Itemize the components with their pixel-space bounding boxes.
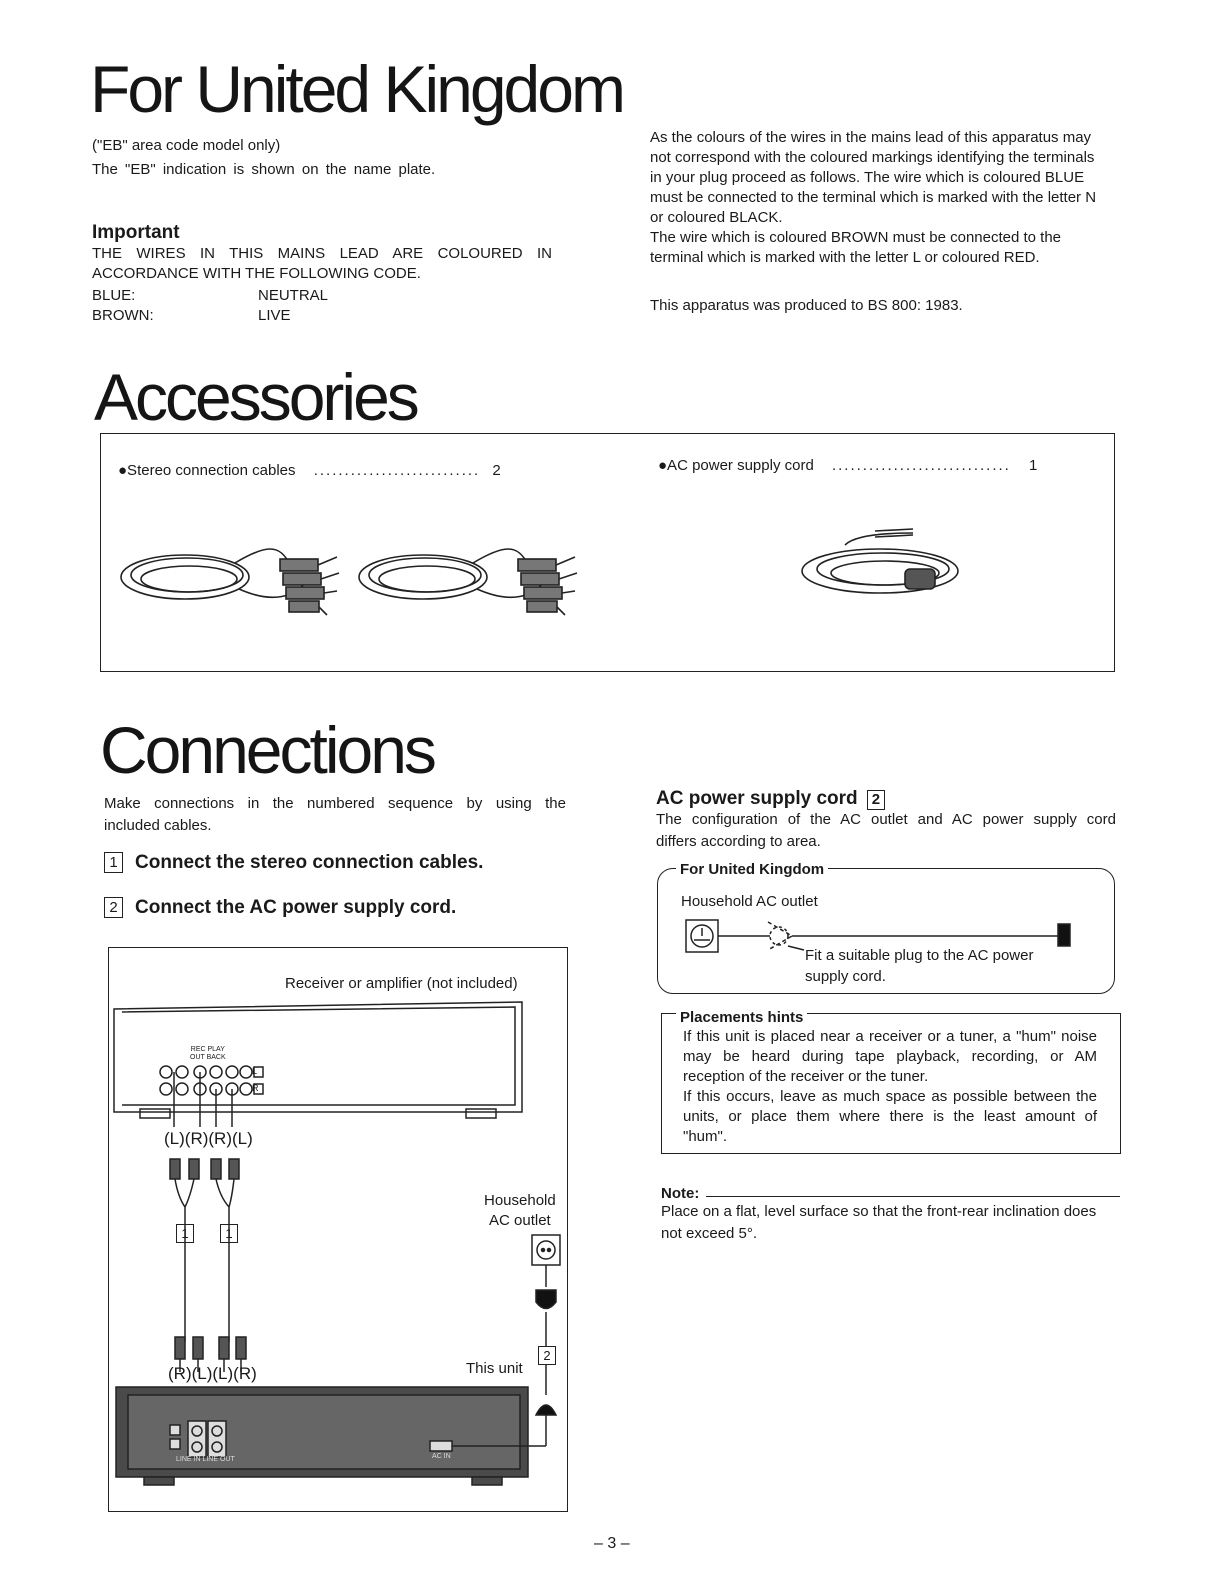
step-number-box: 2 <box>104 897 123 918</box>
step-number-box: 1 <box>104 852 123 873</box>
wire-instructions-line: The wire which is coloured BROWN must be connected to the <box>650 229 1062 246</box>
connections-intro-line-2: included cables. <box>104 817 212 834</box>
wire-instructions-line: or coloured BLACK. <box>650 209 783 226</box>
top-channel-labels: (L)(R)(R)(L) <box>164 1129 253 1148</box>
rec-play-label <box>190 1046 226 1062</box>
eb-note: ("EB" area code model only) <box>92 137 281 154</box>
important-heading: Important <box>92 222 180 243</box>
plugs-bottom <box>175 1337 246 1359</box>
placement-hint-line: If this unit is placed near a receiver or a tuner, a "hum" noise <box>683 1028 1097 1045</box>
eb-shown: The "EB" indication is shown on the name plate. <box>92 161 436 178</box>
accessory-qty: 1 <box>1029 457 1038 474</box>
code-blue-meaning: NEUTRAL <box>258 287 329 304</box>
placement-hint-line: units, or place them where there is the least amount of <box>683 1108 1097 1125</box>
wire-instructions-line: terminal which is marked with the letter L or coloured RED. <box>650 249 1040 266</box>
ac-in-label: AC IN <box>432 1453 451 1460</box>
note-line-1: Place on a flat, level surface so that the front-rear inclination does <box>661 1203 1097 1220</box>
wall-outlet-icon <box>532 1235 560 1265</box>
placement-hint-line: reception of the receiver or the tuner. <box>683 1068 929 1085</box>
household-line: Household <box>484 1192 556 1209</box>
placement-hint-line: If this occurs, leave as much space as possible between the <box>683 1088 1097 1105</box>
note-rule <box>706 1196 1120 1197</box>
receiver-label: Receiver or amplifier (not included) <box>285 975 518 992</box>
note-line-2: not exceed 5°. <box>661 1225 758 1242</box>
wire-instructions-line: in your plug proceed as follows. The wire which is coloured BLUE <box>650 169 1085 186</box>
accessory-ac-cord <box>658 456 1037 476</box>
receiver-channel-r: R <box>252 1083 259 1093</box>
this-unit-label: This unit <box>466 1360 523 1377</box>
connections-title: Connections <box>100 713 434 787</box>
step-text: Connect the AC power supply cord. <box>135 897 457 918</box>
step-2 <box>104 897 456 919</box>
cord-connector-icon <box>1058 924 1070 946</box>
ac-cord-icon <box>795 525 975 605</box>
wire-instructions-line: not correspond with the coloured markings identifying the terminals <box>650 149 1095 166</box>
cable-number-box: 1 <box>220 1224 238 1243</box>
step-text: Connect the stereo connection cables. <box>135 852 484 873</box>
uk-outlet-icon <box>686 920 718 952</box>
wire-instructions-line: As the colours of the wires in the mains lead of this apparatus may <box>650 129 1092 146</box>
accessory-dots: ............................. <box>831 457 1011 474</box>
accessory-dots: ........................... <box>313 462 481 479</box>
connections-intro-line-1: Make connections in the numbered sequence by using the <box>104 795 566 812</box>
ac-cord-line-1: The configuration of the AC outlet and AC power supply cord <box>656 811 1116 828</box>
uk-box-title: For United Kingdom <box>676 861 828 878</box>
wire-instructions-line: must be connected to the terminal which is marked with the letter N <box>650 189 1097 206</box>
cable-number-box: 1 <box>176 1224 194 1243</box>
wire-instructions <box>650 128 1110 268</box>
accessory-name: ●AC power supply cord <box>658 457 814 474</box>
code-brown-meaning: LIVE <box>258 307 291 324</box>
page-number: – 3 – <box>594 1535 630 1552</box>
household-outlet-label <box>484 1191 556 1231</box>
placement-hints-text <box>683 1027 1097 1147</box>
wires-line-1: THE WIRES IN THIS MAINS LEAD ARE COLOURED IN <box>92 245 552 262</box>
uk-box-fit-line-1: Fit a suitable plug to the AC power <box>805 947 1034 964</box>
ac-cord-heading <box>656 788 885 810</box>
cord-number-box: 2 <box>538 1346 556 1365</box>
uk-title: For United Kingdom <box>90 52 623 126</box>
bottom-channel-labels: (R)(L)(L)(R) <box>168 1364 257 1383</box>
household-line: AC outlet <box>489 1212 551 1229</box>
rec-play-text: REC PLAY <box>190 1046 225 1053</box>
out-back-text: OUT BACK <box>190 1054 226 1061</box>
accessory-qty: 2 <box>492 462 501 479</box>
pointer-arrow <box>788 946 804 950</box>
accessories-title: Accessories <box>94 360 417 434</box>
ac-cord-line-2: differs according to area. <box>656 833 821 850</box>
cable-coil-icon <box>121 549 339 615</box>
receiver-unit <box>114 1002 522 1118</box>
wires-line-2: ACCORDANCE WITH THE FOLLOWING CODE. <box>92 265 421 282</box>
ac-cord-heading-text: AC power supply cord <box>656 788 858 809</box>
placement-hints-title: Placements hints <box>676 1009 807 1026</box>
bs-note: This apparatus was produced to BS 800: 1983. <box>650 297 963 314</box>
uk-box-fit-line-2: supply cord. <box>805 968 886 985</box>
accessory-stereo-cables <box>118 461 501 481</box>
accessory-name: ●Stereo connection cables <box>118 462 296 479</box>
plugs-top <box>170 1159 239 1179</box>
line-in-out-label: LINE IN LINE OUT <box>176 1456 235 1463</box>
placement-hint-line: "hum". <box>683 1128 727 1145</box>
placement-hint-line: may be heard during tape playback, recording, or AM <box>683 1048 1097 1065</box>
uk-box-outlet-label: Household AC outlet <box>681 893 818 910</box>
stereo-cables-illustration <box>115 525 585 625</box>
ac-cord-number-box: 2 <box>867 790 885 810</box>
cable-coil-icon <box>359 549 577 615</box>
this-unit <box>116 1387 528 1485</box>
step-1 <box>104 852 483 874</box>
note-title: Note: <box>661 1185 700 1202</box>
code-blue-label: BLUE: <box>92 287 136 304</box>
code-brown-label: BROWN: <box>92 307 154 324</box>
receiver-channel-l: L <box>252 1066 258 1076</box>
